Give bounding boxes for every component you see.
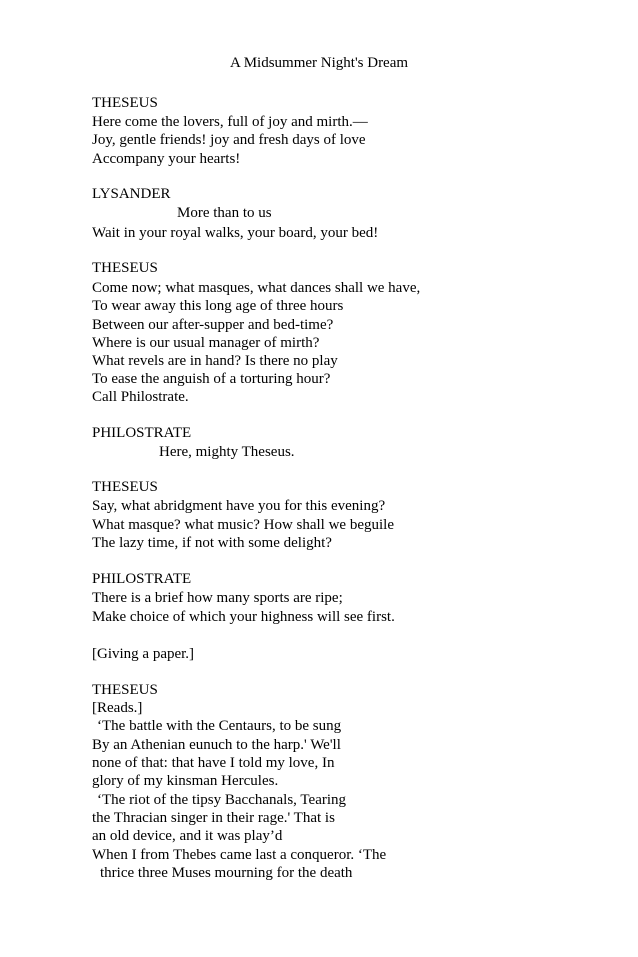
verse-line: Accompany your hearts!: [92, 151, 241, 167]
speaker-name: LYSANDER: [92, 186, 171, 202]
verse-line: Between our after-supper and bed-time?: [92, 317, 334, 333]
verse-line: Make choice of which your highness will see first.: [92, 609, 395, 625]
verse-line: By an Athenian eunuch to the harp.' We'll: [92, 737, 341, 753]
verse-line: Where is our usual manager of mirth?: [92, 335, 320, 351]
verse-line: thrice three Muses mourning for the death: [100, 865, 353, 881]
speaker-name: PHILOSTRATE: [92, 425, 192, 441]
stage-direction: [Reads.]: [92, 700, 143, 716]
verse-line: To wear away this long age of three hours: [92, 298, 344, 314]
verse-line: ‘The riot of the tipsy Bacchanals, Tearing: [97, 792, 347, 808]
verse-line: glory of my kinsman Hercules.: [92, 773, 279, 789]
verse-line: Here, mighty Theseus.: [159, 444, 295, 460]
stage-direction: [Giving a paper.]: [92, 646, 195, 662]
verse-line: There is a brief how many sports are ripe;: [92, 590, 343, 606]
verse-line: What revels are in hand? Is there no play: [92, 353, 338, 369]
verse-line: To ease the anguish of a torturing hour?: [92, 371, 331, 387]
verse-line: the Thracian singer in their rage.' That is: [92, 810, 335, 826]
verse-line: an old device, and it was play’d: [92, 828, 283, 844]
verse-line: Say, what abridgment have you for this evening?: [92, 498, 386, 514]
verse-line: Wait in your royal walks, your board, your bed!: [92, 225, 379, 241]
speaker-name: PHILOSTRATE: [92, 571, 192, 587]
verse-line: When I from Thebes came last a conqueror. ‘The: [92, 847, 387, 863]
verse-line: none of that: that have I told my love, In: [92, 755, 335, 771]
speaker-name: THESEUS: [92, 682, 158, 698]
verse-line: ‘The battle with the Centaurs, to be sung: [97, 718, 342, 734]
verse-line: More than to us: [177, 205, 272, 221]
speaker-name: THESEUS: [92, 479, 158, 495]
speaker-name: THESEUS: [92, 95, 158, 111]
verse-line: Come now; what masques, what dances shall we have,: [92, 280, 421, 296]
page-title: A Midsummer Night's Dream: [229, 55, 409, 71]
verse-line: What masque? what music? How shall we beguile: [92, 517, 394, 533]
speaker-name: THESEUS: [92, 260, 158, 276]
verse-line: Joy, gentle friends! joy and fresh days of love: [92, 132, 366, 148]
verse-line: Here come the lovers, full of joy and mirth.—: [92, 114, 368, 130]
verse-line: The lazy time, if not with some delight?: [92, 535, 332, 551]
verse-line: Call Philostrate.: [92, 389, 189, 405]
